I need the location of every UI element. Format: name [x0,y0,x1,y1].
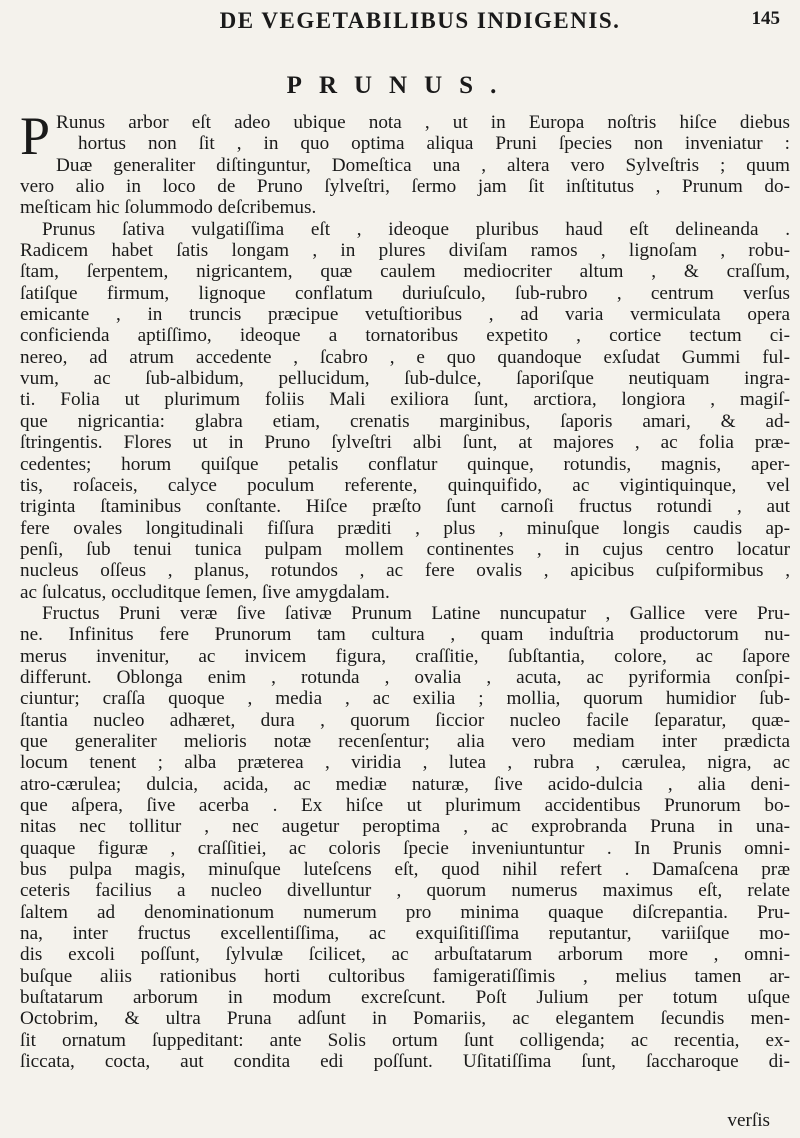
text-line: nitas nec tollitur , nec augetur peroptima , ac exprobranda Pruna in una- [20,816,790,838]
text-line: ti. Folia ut plurimum foliis Mali exiliora ſunt, arctiora, longiora , magiſ- [20,389,790,411]
text-line: ſaltem ad denominationum numerum pro minima quaque diſcrepantia. Pru- [20,901,790,923]
section-heading: PRUNUS. [286,72,514,99]
catchword: verſis [727,1110,770,1131]
text-line: Radicem habet ſatis longam , in plures diviſam ramos , lignoſam , robu- [20,240,790,262]
text-line: vero alio in loco de Pruno ſylveſtri, ſermo jam ſit inſtitutus , Prunum do- [20,176,790,198]
text-line: ſtantia nucleo adhæret, dura , quorum ſiccior nucleo facile ſeparatur, quæ- [20,709,790,731]
text-line: tis, roſaceis, calyce poculum referente, quinquifido, ac vigintiquinque, vel [20,474,790,496]
text-line: quaque figuræ , craſſitiei, ac coloris ſpecie inveniuntuntur . In Prunis omni- [20,837,790,859]
text-line: que aſpera, ſive acerba . Ex hiſce ut plurimum accidentibus Prunorum bo- [20,795,790,816]
text-line: Octobrim, & ultra Pruna adſunt in Pomariis, ac elegantem ſecundis men- [20,1008,790,1030]
text-line: ne. Infinitus fere Prunorum tam cultura , quam induſtria productorum nu- [20,624,790,646]
text-line: ſit ornatum ſuppeditant: ante Solis ortum ſunt colligenda; ac recentia, ex- [20,1029,790,1051]
text-line: Runus arbor eſt adeo ubique nota , ut in Europa noſtris hiſce diebus [56,112,790,133]
text-line: Prunus ſativa vulgatiſſima eſt , ideoque pluribus haud eſt delineanda . [42,218,790,240]
text-line: differunt. Oblonga enim , rotunda , ovalia , acuta, ac pyriformia conſpi- [20,666,790,688]
text-line: conficienda aptiſſimo, ideoque a tornatoribus expetito , cortice tectum ci- [20,325,790,347]
text-line: ſtam, ſerpentem, nigricantem, quæ caulem mediocriter altum , & craſſum, [20,261,790,283]
text-line: penſi, ſub tenui tunica pulpam mollem continentes , in cujus centro locatur [20,538,790,560]
drop-cap: P [20,106,51,166]
text-line: merus invenitur, ac invicem figura, craſſitie, ſubſtantia, colore, ac ſapore [20,645,790,667]
text-line: ceteris facilius a nucleo divelluntur , quorum numerus maximus eſt, relate [20,880,790,902]
text-line: que nigricantia: glabra etiam, crenatis marginibus, ſaporis amari, & ad- [20,410,790,432]
text-line: meſticam hic ſolummodo deſcribemus. [20,197,317,219]
text-line: ciuntur; craſſa quoque , media , ac exilia ; mollia, quorum humidior ſub- [20,688,790,710]
page-number: 145 [751,8,780,29]
text-line: buſtatarum arborum in modum excreſcunt. Poſt Julium per totum uſque [20,987,790,1009]
text-line: que generaliter melioris notæ recenſentur; alia vero mediam inter prædicta [20,730,790,752]
text-line: bus pulpa magis, minuſque luteſcens eſt, quod nihil refert . Damaſcena præ [20,859,790,881]
text-line: emicante , in truncis præcipue vetuſtioribus , ad varia vermiculata opera [20,304,790,326]
text-line: triginta ſtaminibus conſtante. Hiſce præſto ſunt carnoſi fructus rotundi , aut [20,496,790,518]
text-line: ſiccata, cocta, aut condita edi poſſunt. Uſitatiſſima ſunt, ſaccharoque di- [20,1051,790,1073]
body-text [20,106,790,1073]
text-line: nereo, ad atrum accedente , ſcabro , e quo quandoque exſudat Gummi ful- [20,346,790,368]
text-line: locum tenent ; alba præterea , viridia , lutea , rubra , cærulea, nigra, ac [20,752,790,774]
text-line: vum, ac ſub-albidum, pellucidum, ſub-dulce, ſaporiſque neutiquam ingra- [20,368,790,390]
running-head-title: DE VEGETABILIBUS INDIGENIS. [219,8,621,33]
text-line: hortus non ſit , in quo optima aliqua Pruni ſpecies non inveniatur : [78,133,790,155]
text-line: ſatiſque firmum, lignoque conflatum duriuſculo, ſub-rubro , centrum verſus [20,282,790,304]
text-line: na, inter fructus excellentiſſima, ac exquiſitiſſima reputantur, variiſque mo- [20,923,790,945]
text-line: atro-cærulea; dulcia, acida, ac mediæ naturæ, ſive acido-dulcia , alia deni- [20,773,790,795]
text-line: fere ovales longitudinali fiſſura præditi , plus , minuſque longis caudis ap- [20,517,790,539]
text-line: ſtringentis. Flores ut in Pruno ſylveſtri albi ſunt, at majores , ac folia præ- [20,432,790,454]
running-head [100,8,780,38]
text-line: dis excoli poſſunt, ſylvulæ ſcilicet, ac arbuſtatarum arborum more , omni- [20,944,790,966]
text-line: Duæ generaliter diſtinguntur, Domeſtica una , altera vero Sylveſtris ; quum [56,154,790,176]
text-line: nucleus oſſeus , planus, rotundos , ac fere ovalis , apicibus cuſpiformibus , [20,560,790,582]
text-line: ac ſulcatus, occluditque ſemen, ſive amygdalam. [20,581,390,603]
text-line: buſque aliis rationibus horti cultoribus famigeratiſſimis , melius tamen ar- [20,965,790,987]
text-line: Fructus Pruni veræ ſive ſativæ Prunum Latine nuncupatur , Gallice vere Pru- [42,602,790,624]
text-line: cedentes; horum quiſque petalis conflatur quinque, rotundis, magnis, aper- [20,453,790,475]
